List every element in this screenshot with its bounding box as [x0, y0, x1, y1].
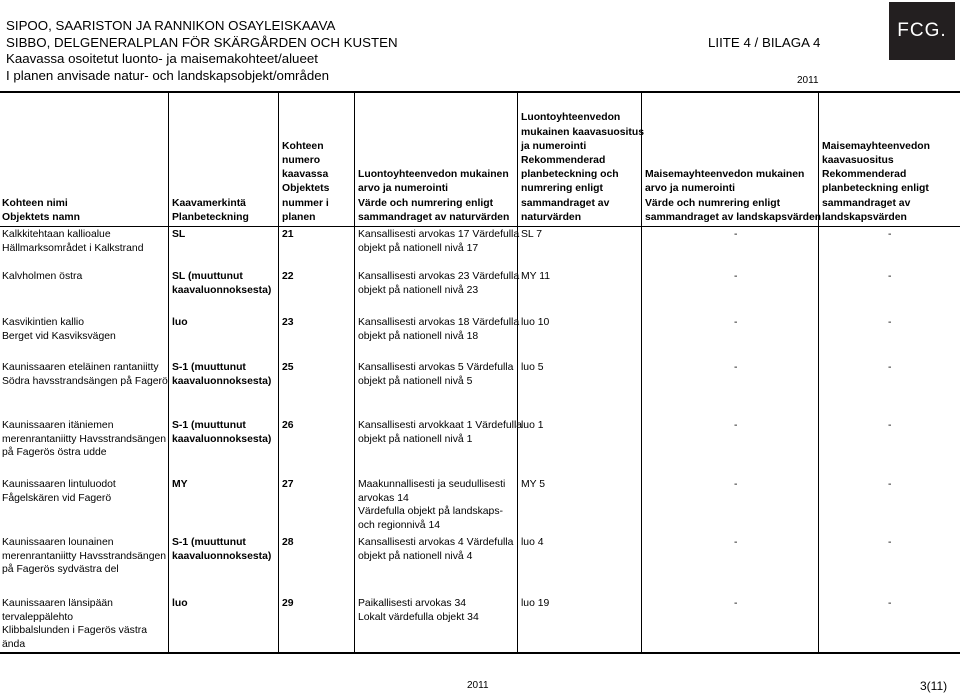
column-header-line: kaavasuositus — [822, 155, 894, 166]
row-nature-value: Paikallisesti arvokas 34 — [358, 598, 466, 609]
row-object-name: Fågelskären vid Fagerö — [2, 492, 112, 504]
row-landscape-value: - — [734, 537, 738, 548]
column-header-line: Objektets — [282, 183, 330, 195]
header-bottom-border — [0, 226, 960, 227]
row-nature-value: Kansallisesti arvokas 5 Värdefulla — [358, 362, 514, 373]
column-header-line: arvo ja numerointi — [358, 183, 449, 195]
row-plan-mark: S-1 (muuttunut — [172, 537, 246, 548]
column-header-line: kaavassa — [282, 169, 329, 181]
title-line-1: SIPOO, SAARISTON JA RANNIKON OSAYLEISKAAVA — [6, 18, 336, 33]
column-header-line: Rekommenderad — [822, 169, 907, 181]
appendix-label: LIITE 4 / BILAGA 4 — [708, 35, 821, 50]
column-header-line: Maisemayhteenvedon — [822, 140, 930, 152]
row-object-name: Kalkkitehtaan kallioalue — [2, 229, 111, 240]
row-object-name: Hällmarksområdet i Kalkstrand — [2, 242, 144, 254]
row-nature-recommendation: luo 5 — [521, 362, 544, 373]
column-header-line: Värde och numrering enligt — [358, 197, 494, 209]
row-object-number: 23 — [282, 317, 294, 328]
row-nature-recommendation: SL 7 — [521, 229, 542, 240]
column-header-line: Kohteen nimi — [2, 197, 68, 209]
row-nature-recommendation: luo 19 — [521, 598, 550, 609]
row-object-name: Södra havsstrandsängen på Fagerö — [2, 375, 168, 387]
column-header-line: Kohteen — [282, 140, 324, 152]
row-landscape-value: - — [734, 317, 738, 328]
column-header-line: mukainen kaavasuositus — [521, 126, 645, 138]
row-plan-mark: kaavaluonnoksesta) — [172, 375, 272, 387]
column-header-line: Luontoyhteenvedon mukainen — [358, 169, 509, 181]
fcg-logo: FCG. — [889, 2, 955, 60]
column-header-line: planbeteckning enligt — [822, 183, 929, 195]
row-landscape-value: - — [734, 479, 738, 490]
row-nature-value: Lokalt värdefulla objekt 34 — [358, 611, 479, 623]
row-nature-value: Kansallisesti arvokas 18 Värdefulla — [358, 317, 520, 328]
row-landscape-recommendation: - — [888, 271, 892, 282]
column-header-line: planen — [282, 211, 316, 223]
row-landscape-recommendation: - — [888, 479, 892, 490]
row-object-name: Kaunissaaren eteläinen rantaniitty — [2, 362, 159, 373]
column-header-line: planbeteckning och — [521, 169, 619, 181]
column-header-line: sammandraget av landskapsvärden — [645, 211, 822, 223]
row-nature-value: Kansallisesti arvokas 17 Värdefulla — [358, 229, 520, 240]
row-object-number: 21 — [282, 229, 294, 240]
column-header-line: landskapsvärden — [822, 211, 907, 223]
row-plan-mark: luo — [172, 317, 188, 328]
row-plan-mark: MY — [172, 479, 188, 490]
column-divider — [354, 92, 355, 653]
row-landscape-recommendation: - — [888, 598, 892, 609]
row-nature-value: Kansallisesti arvokkaat 1 Värdefulla — [358, 420, 523, 431]
row-object-number: 26 — [282, 420, 294, 431]
row-landscape-value: - — [734, 229, 738, 240]
row-nature-value: objekt på nationell nivå 23 — [358, 284, 479, 296]
row-object-name: Kaunissaaren lintuluodot — [2, 479, 116, 490]
row-nature-value: objekt på nationell nivå 1 — [358, 433, 473, 445]
row-nature-value: och regionnivå 14 — [358, 519, 441, 531]
row-nature-value: objekt på nationell nivå 18 — [358, 330, 479, 342]
title-line-3: Kaavassa osoitetut luonto- ja maisemakohteet/alueet — [6, 51, 318, 66]
row-object-name: Berget vid Kasviksvägen — [2, 330, 116, 342]
row-plan-mark: SL (muuttunut — [172, 271, 243, 282]
row-object-name: merenrantaniitty Havsstrandsängen — [2, 550, 167, 562]
row-object-name: Kaunissaaren länsipään — [2, 598, 113, 609]
column-header-line: Värde och numrering enligt — [645, 197, 781, 209]
row-nature-recommendation: luo 4 — [521, 537, 544, 548]
row-object-name: ända — [2, 638, 26, 650]
column-divider — [818, 92, 819, 653]
header-year: 2011 — [797, 75, 819, 86]
document-header — [6, 18, 846, 84]
row-plan-mark: kaavaluonnoksesta) — [172, 284, 272, 296]
row-object-number: 28 — [282, 537, 294, 548]
row-nature-value: Kansallisesti arvokas 23 Värdefulla — [358, 271, 520, 282]
column-header-line: Maisemayhteenvedon mukainen — [645, 169, 805, 181]
row-object-name: Klibbalslunden i Fagerös västra — [2, 625, 147, 636]
row-landscape-value: - — [734, 420, 738, 431]
row-object-name: Kalvholmen östra — [2, 271, 83, 282]
title-line-4: I planen anvisade natur- och landskapsobjekt/områden — [6, 67, 330, 83]
column-header-line: sammandraget av — [822, 197, 911, 209]
row-plan-mark: S-1 (muuttunut — [172, 420, 246, 431]
row-object-name: tervaleppälehto — [2, 611, 74, 623]
row-nature-value: arvokas 14 — [358, 492, 409, 504]
row-object-name: på Fagerös östra udde — [2, 447, 107, 458]
column-header-line: Objektets namn — [2, 211, 80, 223]
row-nature-recommendation: MY 11 — [521, 271, 551, 282]
row-landscape-recommendation: - — [888, 229, 892, 240]
row-plan-mark: SL — [172, 229, 186, 240]
row-landscape-value: - — [734, 598, 738, 609]
row-landscape-value: - — [734, 362, 738, 373]
column-header-line: sammandraget av — [521, 197, 610, 209]
row-nature-value: objekt på nationell nivå 5 — [358, 375, 473, 387]
page-number: 3(11) — [920, 679, 948, 693]
row-landscape-recommendation: - — [888, 317, 892, 328]
row-plan-mark: kaavaluonnoksesta) — [172, 550, 272, 562]
table-top-border — [0, 91, 960, 93]
row-landscape-recommendation: - — [888, 420, 892, 431]
row-nature-value: objekt på nationell nivå 4 — [358, 550, 473, 562]
row-plan-mark: luo — [172, 598, 188, 609]
row-object-number: 29 — [282, 598, 294, 609]
column-header-line: numrering enligt — [521, 183, 603, 195]
row-landscape-recommendation: - — [888, 537, 892, 548]
row-object-number: 27 — [282, 479, 294, 490]
row-object-name: Kaunissaaren itäniemen — [2, 420, 114, 431]
column-header-line: naturvärden — [521, 211, 582, 223]
row-landscape-value: - — [734, 271, 738, 282]
column-divider — [278, 92, 279, 653]
row-object-name: Kasvikintien kallio — [2, 317, 85, 328]
row-plan-mark: kaavaluonnoksesta) — [172, 433, 272, 445]
row-object-name: merenrantaniitty Havsstrandsängen — [2, 433, 167, 445]
row-nature-recommendation: MY 5 — [521, 479, 546, 490]
column-header-line: Kaavamerkintä — [172, 197, 246, 209]
column-header-line: ja numerointi — [521, 140, 587, 152]
row-nature-value: Maakunnallisesti ja seudullisesti — [358, 479, 506, 490]
row-nature-recommendation: luo 10 — [521, 317, 550, 328]
table-bottom-border — [0, 652, 960, 654]
title-line-2: SIBBO, DELGENERALPLAN FÖR SKÄRGÅRDEN OCH KUSTEN — [6, 34, 398, 50]
row-object-number: 22 — [282, 271, 294, 282]
row-object-name: på Fagerös sydvästra del — [2, 564, 119, 575]
column-header-line: numero — [282, 155, 321, 166]
row-nature-recommendation: luo 1 — [521, 420, 544, 431]
column-header-line: Luontoyhteenvedon — [521, 112, 621, 124]
row-nature-value: Kansallisesti arvokas 4 Värdefulla — [358, 537, 514, 548]
column-divider — [517, 92, 518, 653]
column-divider — [168, 92, 169, 653]
row-nature-value: objekt på nationell nivå 17 — [358, 242, 479, 254]
column-header-line: arvo ja numerointi — [645, 183, 736, 195]
column-header-line: Rekommenderad — [521, 155, 606, 166]
footer-year: 2011 — [467, 680, 489, 691]
row-plan-mark: S-1 (muuttunut — [172, 362, 246, 373]
row-nature-value: Värdefulla objekt på landskaps- — [358, 506, 503, 517]
column-header-line: nummer i — [282, 197, 329, 209]
column-header-line: Planbeteckning — [172, 211, 249, 223]
column-divider — [641, 92, 642, 653]
row-landscape-recommendation: - — [888, 362, 892, 373]
row-object-name: Kaunissaaren lounainen — [2, 537, 114, 548]
row-object-number: 25 — [282, 362, 294, 373]
column-header-line: sammandraget av naturvärden — [358, 211, 510, 223]
